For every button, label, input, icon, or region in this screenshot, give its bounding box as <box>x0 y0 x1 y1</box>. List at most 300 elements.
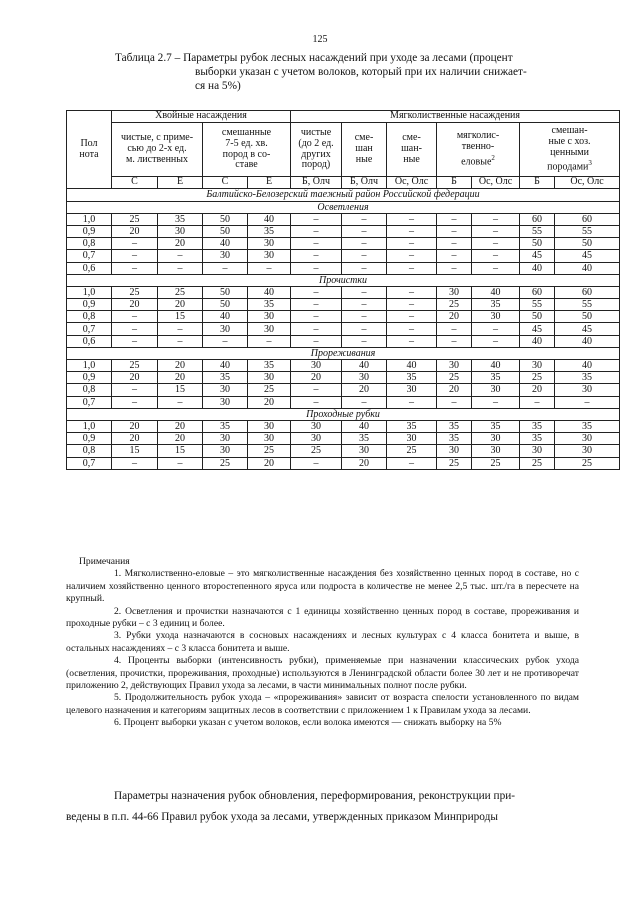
value-cell: 60 <box>555 213 620 225</box>
value-cell: – <box>203 335 248 347</box>
value-cell: 20 <box>520 384 555 396</box>
table-row <box>67 457 620 469</box>
value-cell: – <box>437 238 472 250</box>
value-cell: 20 <box>158 238 203 250</box>
value-cell: – <box>342 286 387 298</box>
header-softwood-group: Мягколиственные насаждения <box>291 111 620 123</box>
value-cell: 50 <box>203 299 248 311</box>
value-cell: 35 <box>387 372 437 384</box>
notes <box>66 556 579 730</box>
value-cell: – <box>112 323 158 335</box>
value-cell: 40 <box>342 360 387 372</box>
value-cell: 30 <box>520 445 555 457</box>
header-row-groups <box>67 111 620 123</box>
table-row <box>67 250 620 262</box>
value-cell: – <box>158 457 203 469</box>
value-cell: – <box>291 225 342 237</box>
value-cell: – <box>387 238 437 250</box>
value-cell: – <box>437 335 472 347</box>
value-cell: – <box>342 311 387 323</box>
header-text: чистые, с приме- <box>120 132 194 144</box>
table-row <box>67 420 620 432</box>
header-soft-spruce <box>437 123 520 177</box>
note-2: 2. Осветления и прочистки назначаются с 1 единицы хозяйственно ценных пород в составе, прореживания и проходные рубки – с 3 единиц и более. <box>66 605 579 630</box>
value-cell: 45 <box>555 323 620 335</box>
polnota-cell: 0,8 <box>67 238 112 250</box>
table-row <box>67 335 620 347</box>
value-cell: 20 <box>248 457 291 469</box>
section-title: Прочистки <box>67 274 620 286</box>
value-cell: 30 <box>555 433 620 445</box>
value-cell: – <box>342 213 387 225</box>
value-cell: 35 <box>248 299 291 311</box>
table-row <box>67 360 620 372</box>
header-soft-pure <box>291 123 342 177</box>
value-cell: 35 <box>520 433 555 445</box>
value-cell: 40 <box>555 335 620 347</box>
note-3: 3. Рубки ухода назначаются в сосновых насаждениях и лесных культурах с 4 класса бонитета и выше, в остальных насаждениях – с 3 класса бонитета и выше. <box>66 630 579 654</box>
value-cell: – <box>387 225 437 237</box>
value-cell: 35 <box>387 420 437 432</box>
header-conifer-pure <box>112 123 203 177</box>
value-cell: – <box>437 262 472 274</box>
header-row-types <box>67 123 620 177</box>
value-cell: 40 <box>555 360 620 372</box>
header-text: (до 2 ед. <box>298 137 334 149</box>
value-cell: 35 <box>158 213 203 225</box>
species-header-cell: Б <box>520 177 555 189</box>
value-cell: – <box>291 323 342 335</box>
value-cell: 30 <box>291 420 342 432</box>
value-cell: 50 <box>520 311 555 323</box>
value-cell: – <box>291 213 342 225</box>
value-cell: – <box>112 250 158 262</box>
value-cell: – <box>437 250 472 262</box>
polnota-cell: 0,9 <box>67 225 112 237</box>
body-paragraph <box>66 786 579 828</box>
value-cell: 20 <box>112 225 158 237</box>
header-text: ставе <box>235 159 258 171</box>
header-text: шан <box>355 143 373 155</box>
value-cell: – <box>342 299 387 311</box>
table-caption <box>115 52 575 93</box>
species-header-cell: С <box>112 177 158 189</box>
value-cell: 30 <box>472 311 520 323</box>
value-cell: 20 <box>437 384 472 396</box>
parameters-table <box>66 110 620 470</box>
value-cell: 30 <box>248 420 291 432</box>
value-cell: – <box>112 457 158 469</box>
value-cell: 40 <box>387 360 437 372</box>
value-cell: 30 <box>203 250 248 262</box>
value-cell: 30 <box>387 384 437 396</box>
value-cell: – <box>112 384 158 396</box>
value-cell: 20 <box>158 360 203 372</box>
value-cell: 60 <box>520 286 555 298</box>
value-cell: 45 <box>520 250 555 262</box>
header-text: шан- <box>401 143 422 155</box>
value-cell: 25 <box>158 286 203 298</box>
species-header-cell: Б, Олч <box>342 177 387 189</box>
value-cell: – <box>291 286 342 298</box>
value-cell: 30 <box>248 433 291 445</box>
value-cell: 25 <box>203 457 248 469</box>
caption-line: выборки указан с учетом волоков, который при их наличии снижает- <box>195 65 527 78</box>
header-conifer-mixed <box>203 123 291 177</box>
value-cell: 40 <box>555 262 620 274</box>
polnota-cell: 0,6 <box>67 262 112 274</box>
value-cell: 35 <box>472 420 520 432</box>
caption-line: ся на 5%) <box>195 79 241 92</box>
header-text: м. лиственных <box>125 154 188 166</box>
value-cell: – <box>342 396 387 408</box>
value-cell: 20 <box>112 433 158 445</box>
header-text: ные <box>403 154 420 166</box>
value-cell: 60 <box>555 286 620 298</box>
value-cell: 50 <box>203 225 248 237</box>
section-title-row <box>67 347 620 359</box>
header-text: чистые <box>300 127 332 139</box>
value-cell: 20 <box>158 433 203 445</box>
header-text: ные <box>355 154 373 166</box>
region-title: Балтийско-Белозерский таежный район Российской федерации <box>67 189 620 201</box>
value-cell: 20 <box>158 372 203 384</box>
value-cell: 25 <box>112 286 158 298</box>
polnota-cell: 1,0 <box>67 213 112 225</box>
value-cell: 30 <box>437 445 472 457</box>
value-cell: 40 <box>472 360 520 372</box>
value-cell: 30 <box>248 311 291 323</box>
value-cell: 40 <box>248 213 291 225</box>
value-cell: – <box>112 238 158 250</box>
section-title-row <box>67 274 620 286</box>
value-cell: – <box>342 323 387 335</box>
polnota-cell: 0,9 <box>67 372 112 384</box>
header-text: пород) <box>301 159 331 171</box>
table-row <box>67 213 620 225</box>
value-cell: 40 <box>203 238 248 250</box>
header-text: сью до 2-х ед. <box>127 143 187 155</box>
value-cell: – <box>472 262 520 274</box>
value-cell: – <box>291 262 342 274</box>
value-cell: 35 <box>472 299 520 311</box>
value-cell: – <box>112 396 158 408</box>
species-header-cell: Ос, Олс <box>555 177 620 189</box>
value-cell: 25 <box>472 457 520 469</box>
species-header-cell: Б <box>437 177 472 189</box>
value-cell: – <box>472 225 520 237</box>
value-cell: – <box>203 262 248 274</box>
polnota-cell: 0,9 <box>67 433 112 445</box>
table-row <box>67 225 620 237</box>
note-6: 6. Процент выборки указан с учетом волоков, если волока имеются — снижать выборку на 5% <box>114 717 502 729</box>
value-cell: 30 <box>248 250 291 262</box>
value-cell: 30 <box>555 445 620 457</box>
value-cell: 20 <box>112 420 158 432</box>
value-cell: – <box>387 396 437 408</box>
polnota-cell: 0,6 <box>67 335 112 347</box>
value-cell: 35 <box>342 433 387 445</box>
value-cell: – <box>158 335 203 347</box>
value-cell: 15 <box>158 384 203 396</box>
polnota-cell: 0,8 <box>67 445 112 457</box>
table-row <box>67 323 620 335</box>
value-cell: – <box>387 262 437 274</box>
value-cell: 30 <box>342 445 387 457</box>
polnota-cell: 0,8 <box>67 311 112 323</box>
value-cell: 40 <box>520 262 555 274</box>
section-title: Осветления <box>67 201 620 213</box>
value-cell: – <box>437 323 472 335</box>
value-cell: – <box>437 225 472 237</box>
value-cell: 35 <box>555 372 620 384</box>
value-cell: 40 <box>203 360 248 372</box>
value-cell: – <box>248 262 291 274</box>
table-row <box>67 433 620 445</box>
value-cell: 50 <box>203 286 248 298</box>
value-cell: – <box>158 323 203 335</box>
value-cell: – <box>472 238 520 250</box>
header-text: других <box>301 148 331 160</box>
value-cell: – <box>387 299 437 311</box>
note-4: 4. Проценты выборки (интенсивность рубки), применяемые при назначении классических рубок ухода (осветления, прочистки, прореживания, проходные) используются в Ленинградской области более 30 лет и не противоречат приложению 2, действующих Правил ухода за лесами, в части минимальных полнот после рубки. <box>66 655 579 692</box>
value-cell: – <box>387 457 437 469</box>
value-cell: 55 <box>520 299 555 311</box>
species-header-cell: Е <box>248 177 291 189</box>
value-cell: 50 <box>555 311 620 323</box>
value-cell: 40 <box>520 335 555 347</box>
value-cell: – <box>342 335 387 347</box>
value-cell: – <box>158 262 203 274</box>
value-cell: 20 <box>342 457 387 469</box>
value-cell: 25 <box>520 457 555 469</box>
value-cell: 20 <box>158 420 203 432</box>
polnota-cell: 1,0 <box>67 286 112 298</box>
value-cell: – <box>291 384 342 396</box>
value-cell: 30 <box>203 433 248 445</box>
value-cell: – <box>248 335 291 347</box>
value-cell: 45 <box>555 250 620 262</box>
value-cell: 30 <box>203 445 248 457</box>
footnote-mark: 3 <box>588 159 592 168</box>
note-1: 1. Мягколиственно-еловые – это мягколиственные насаждения без хозяйственно ценных пород в составе, но с наличием хозяйственно ценного второстепенного яруса или подроста в количестве не менее 2,5 тыс. шт./га в пересчете на крупный. <box>66 568 579 605</box>
value-cell: – <box>472 396 520 408</box>
table-row <box>67 286 620 298</box>
value-cell: 30 <box>248 372 291 384</box>
value-cell: 35 <box>437 433 472 445</box>
value-cell: 15 <box>158 445 203 457</box>
header-soft-mixed-2 <box>387 123 437 177</box>
value-cell: 40 <box>342 420 387 432</box>
header-soft-valuable <box>520 123 620 177</box>
header-text: ценными <box>550 146 589 158</box>
value-cell: 30 <box>203 384 248 396</box>
value-cell: 55 <box>520 225 555 237</box>
value-cell: – <box>472 213 520 225</box>
value-cell: 55 <box>555 299 620 311</box>
value-cell: 30 <box>291 360 342 372</box>
header-text: смешанные <box>221 127 272 139</box>
value-cell: 30 <box>203 396 248 408</box>
value-cell: – <box>112 335 158 347</box>
value-cell: – <box>112 262 158 274</box>
value-cell: 20 <box>112 372 158 384</box>
value-cell: 35 <box>520 420 555 432</box>
section-title: Проходные рубки <box>67 408 620 420</box>
value-cell: 20 <box>158 299 203 311</box>
header-text: Пол <box>80 137 98 149</box>
value-cell: 40 <box>248 286 291 298</box>
value-cell: 60 <box>520 213 555 225</box>
value-cell: – <box>387 213 437 225</box>
body-line: ведены в п.п. 44-66 Правил рубок ухода за лесами, утвержденных приказом Минприроды <box>66 811 498 823</box>
value-cell: 55 <box>555 225 620 237</box>
value-cell: 30 <box>291 433 342 445</box>
value-cell: 35 <box>248 360 291 372</box>
value-cell: – <box>291 299 342 311</box>
value-cell: – <box>387 335 437 347</box>
value-cell: 40 <box>472 286 520 298</box>
value-cell: 40 <box>203 311 248 323</box>
value-cell: 35 <box>555 420 620 432</box>
section-title-row <box>67 201 620 213</box>
value-cell: – <box>291 250 342 262</box>
value-cell: – <box>555 396 620 408</box>
value-cell: 30 <box>203 323 248 335</box>
polnota-cell: 0,7 <box>67 457 112 469</box>
value-cell: 50 <box>520 238 555 250</box>
value-cell: 25 <box>555 457 620 469</box>
species-header-cell: Е <box>158 177 203 189</box>
notes-title: Примечания <box>79 556 130 567</box>
value-cell: 25 <box>437 457 472 469</box>
value-cell: 45 <box>520 323 555 335</box>
value-cell: 30 <box>248 238 291 250</box>
value-cell: – <box>387 250 437 262</box>
value-cell: – <box>158 396 203 408</box>
value-cell: 50 <box>203 213 248 225</box>
value-cell: 35 <box>437 420 472 432</box>
header-conifer-group: Хвойные насаждения <box>112 111 291 123</box>
polnota-cell: 1,0 <box>67 360 112 372</box>
value-cell: 25 <box>387 445 437 457</box>
value-cell: 30 <box>248 323 291 335</box>
caption-line: Таблица 2.7 – Параметры рубок лесных насаждений при уходе за лесами (процент <box>115 52 513 64</box>
value-cell: 25 <box>248 445 291 457</box>
value-cell: 20 <box>291 372 342 384</box>
value-cell: – <box>291 335 342 347</box>
value-cell: – <box>437 213 472 225</box>
section-title: Прореживания <box>67 347 620 359</box>
table-row <box>67 396 620 408</box>
value-cell: – <box>342 262 387 274</box>
value-cell: 20 <box>112 299 158 311</box>
value-cell: – <box>291 311 342 323</box>
value-cell: 35 <box>472 372 520 384</box>
table-row <box>67 238 620 250</box>
polnota-cell: 0,7 <box>67 323 112 335</box>
value-cell: – <box>520 396 555 408</box>
value-cell: – <box>291 396 342 408</box>
value-cell: 30 <box>158 225 203 237</box>
value-cell: – <box>472 250 520 262</box>
header-text: ные с хоз. <box>548 135 591 147</box>
region-title-row <box>67 189 620 201</box>
value-cell: – <box>387 286 437 298</box>
value-cell: 20 <box>248 396 291 408</box>
value-cell: 25 <box>520 372 555 384</box>
header-text: сме- <box>402 132 421 144</box>
value-cell: – <box>291 457 342 469</box>
header-text: пород в со- <box>222 148 271 160</box>
value-cell: 20 <box>437 311 472 323</box>
header-text: породами <box>547 161 589 173</box>
header-soft-mixed-1 <box>342 123 387 177</box>
value-cell: – <box>342 225 387 237</box>
value-cell: 15 <box>112 445 158 457</box>
value-cell: 20 <box>342 384 387 396</box>
value-cell: 30 <box>387 433 437 445</box>
value-cell: 15 <box>158 311 203 323</box>
polnota-cell: 0,9 <box>67 299 112 311</box>
value-cell: 50 <box>555 238 620 250</box>
footnote-mark: 2 <box>491 153 495 162</box>
section-title-row <box>67 408 620 420</box>
value-cell: 25 <box>437 372 472 384</box>
polnota-cell: 1,0 <box>67 420 112 432</box>
table-row <box>67 372 620 384</box>
table-row <box>67 445 620 457</box>
value-cell: 35 <box>203 372 248 384</box>
value-cell: 35 <box>248 225 291 237</box>
note-5: 5. Продолжительность рубок ухода – «прореживания» зависит от возраста спелости установленного по видам целевого назначения и категориям защитных лесов в соответствии с приложением 1 к Правилам ухода за лесами. <box>66 692 579 716</box>
species-header-cell: Ос, Олс <box>387 177 437 189</box>
value-cell: – <box>387 311 437 323</box>
value-cell: 30 <box>472 433 520 445</box>
value-cell: 30 <box>472 445 520 457</box>
value-cell: 25 <box>112 360 158 372</box>
header-text: нота <box>79 148 99 160</box>
value-cell: – <box>472 335 520 347</box>
polnota-cell: 0,7 <box>67 250 112 262</box>
value-cell: – <box>158 250 203 262</box>
value-cell: – <box>342 238 387 250</box>
value-cell: 30 <box>437 360 472 372</box>
value-cell: – <box>112 311 158 323</box>
table-row <box>67 299 620 311</box>
value-cell: 30 <box>437 286 472 298</box>
value-cell: 30 <box>472 384 520 396</box>
value-cell: 30 <box>555 384 620 396</box>
header-row-species <box>67 177 620 189</box>
value-cell: 30 <box>520 360 555 372</box>
value-cell: – <box>472 323 520 335</box>
polnota-cell: 0,7 <box>67 396 112 408</box>
value-cell: 30 <box>342 372 387 384</box>
value-cell: 35 <box>203 420 248 432</box>
table-row <box>67 311 620 323</box>
species-header-cell: Б, Олч <box>291 177 342 189</box>
header-text: еловые <box>461 156 492 168</box>
table-body <box>67 111 620 470</box>
header-text: сме- <box>354 132 374 144</box>
value-cell: – <box>342 250 387 262</box>
value-cell: 25 <box>248 384 291 396</box>
body-line: Параметры назначения рубок обновления, переформирования, реконструкции при- <box>114 790 516 802</box>
species-header-cell: Ос, Олс <box>472 177 520 189</box>
polnota-cell: 0,8 <box>67 384 112 396</box>
value-cell: – <box>387 323 437 335</box>
